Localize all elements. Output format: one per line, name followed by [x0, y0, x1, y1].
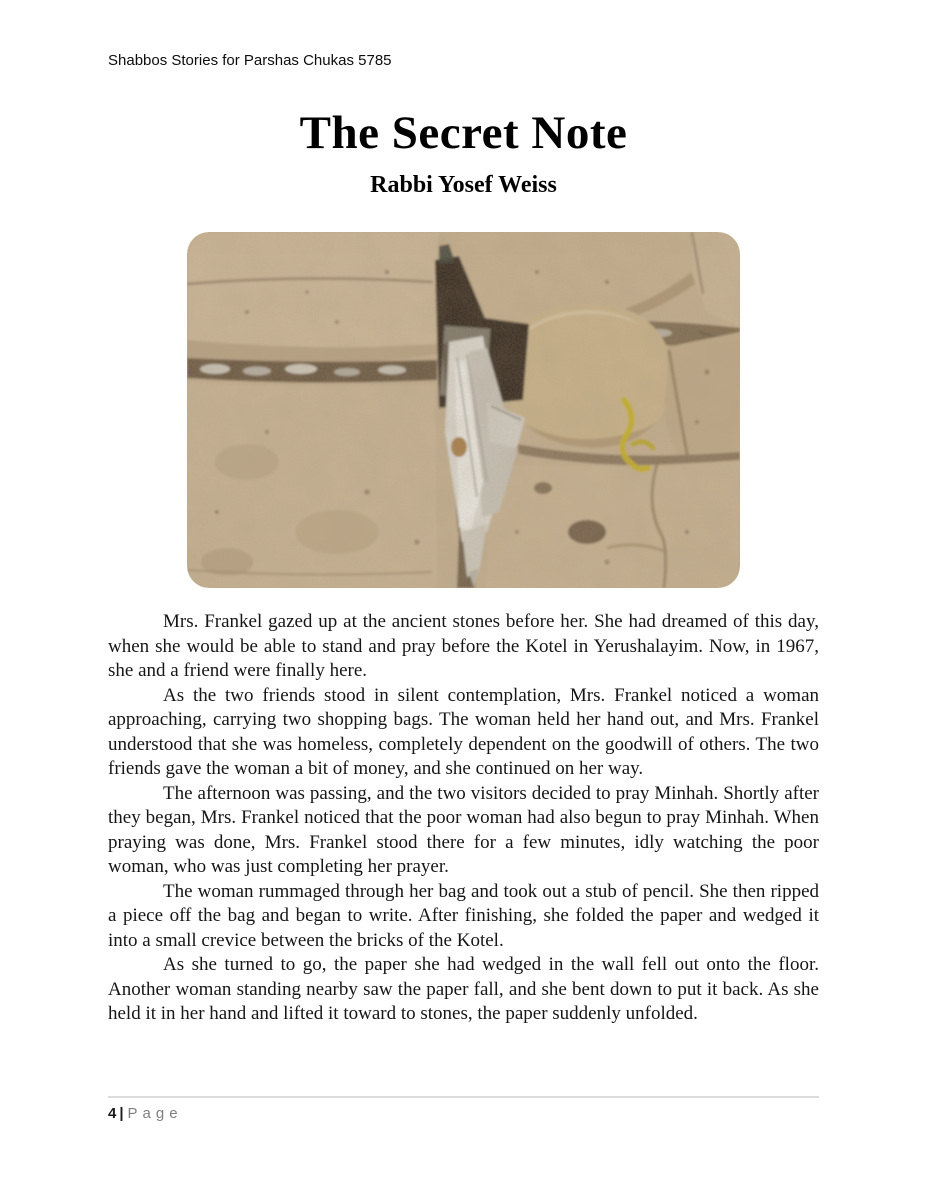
paragraph: As the two friends stood in silent contemplation, Mrs. Frankel noticed a woman approaching, carrying two shopping bags. The woman held her hand out, and Mrs. Frankel understood that she was homeless, completely dependent on the goodwill of others. The two friends gave the woman a bit of money, and she continued on her way. [108, 684, 819, 779]
kotel-photo [187, 232, 740, 588]
page-number: 4 [108, 1105, 117, 1122]
western-wall-illustration [187, 232, 740, 588]
page-footer [108, 1096, 819, 1123]
paragraph: Mrs. Frankel gazed up at the ancient stones before her. She had dreamed of this day, when she would be able to stand and pray before the Kotel in Yerushalayim. Now, in 1967, she and a friend were finally here. [108, 611, 819, 681]
story-title: The Secret Note [299, 107, 628, 159]
paragraph: The afternoon was passing, and the two visitors decided to pray Minhah. Shortly after they began, Mrs. Frankel noticed that the poor woman had also begun to pray Minhah. When praying was done, Mrs. Frankel stood there for a few minutes, idly watching the poor woman, who was just completing her prayer. [108, 782, 819, 877]
story-author: Rabbi Yosef Weiss [370, 172, 557, 198]
story-body [108, 610, 819, 1027]
running-header: Shabbos Stories for Parshas Chukas 5785 [108, 52, 392, 69]
page-word: Page [127, 1105, 183, 1122]
footer-separator: | [119, 1105, 124, 1122]
paragraph: The woman rummaged through her bag and took out a stub of pencil. She then ripped a piece off the bag and began to write. After finishing, she folded the paper and wedged it into a small crevice between the bricks of the Kotel. [108, 880, 819, 951]
paragraph: As she turned to go, the paper she had wedged in the wall fell out onto the floor. Another woman standing nearby saw the paper fall, and she bent down to put it back. As she held it in her hand and lifted it toward to stones, the paper suddenly unfolded. [108, 954, 819, 1024]
